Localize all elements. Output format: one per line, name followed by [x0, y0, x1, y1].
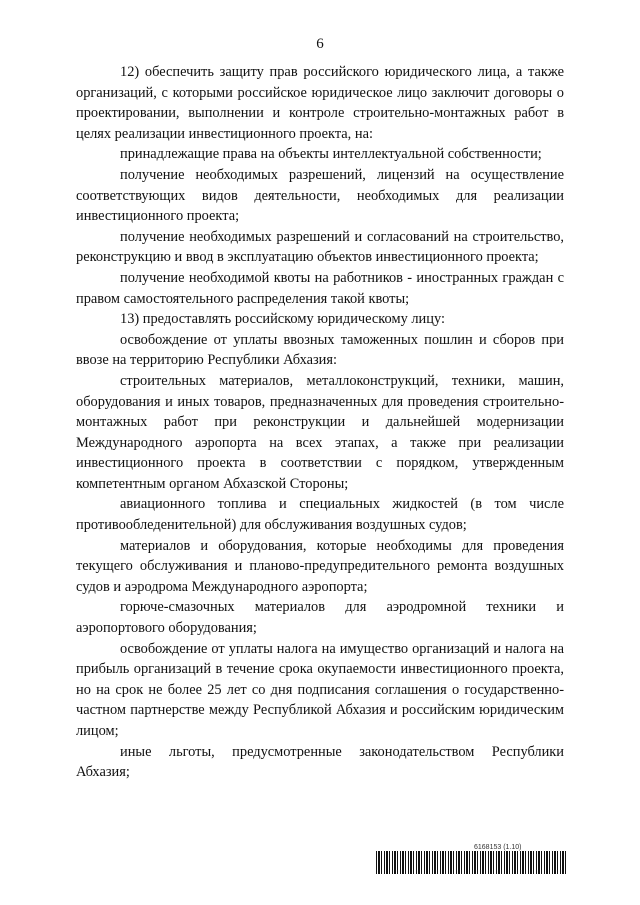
paragraph: 13) предоставлять российскому юридическому лицу:: [120, 311, 445, 328]
page-number: 6: [316, 36, 324, 52]
paragraph: освобождение от уплаты налога на имущество организаций и налога на прибыль организаций в течение срока окупаемости инвестиционного проекта, но на срок не более 25 лет со дня подписания соглашения о государственно-частном партнерстве между Республикой Абхазия и российским юридическим лицом;: [76, 640, 564, 739]
paragraph: принадлежащие права на объекты интеллектуальной собственности;: [120, 146, 542, 163]
paragraph: получение необходимых разрешений, лицензий на осуществление соответствующих видов деятельности, необходимых для реализации инвестиционного проекта;: [76, 166, 564, 225]
paragraph: авиационного топлива и специальных жидкостей (в том числе противообледенительной) для обслуживания воздушных судов;: [76, 496, 564, 534]
barcode-icon: [376, 851, 566, 874]
paragraph: иные льготы, предусмотренные законодательством Республики Абхазия;: [76, 743, 564, 781]
paragraph: материалов и оборудования, которые необходимы для проведения текущего обслуживания и планово-предупредительного ремонта воздушных судов и аэродрома Международного аэропорта;: [76, 537, 564, 595]
paragraph: получение необходимой квоты на работников - иностранных граждан с правом самостоятельного распределения такой квоты;: [76, 269, 564, 307]
paragraph: горюче-смазочных материалов для аэродромной техники и аэропортового оборудования;: [76, 599, 564, 637]
paragraph: 12) обеспечить защиту прав российского юридического лица, а также организаций, с которыми российское юридическое лицо заключит договоры о проектировании, выполнении и контроле строительно-монтажных работ в целях реализации инвестиционного проекта, на:: [76, 64, 564, 142]
paragraph: освобождение от уплаты ввозных таможенных пошлин и сборов при ввозе на территорию Республики Абхазия:: [76, 331, 564, 369]
barcode-id: 6168153 (1.10): [474, 844, 522, 851]
document-body: [76, 62, 564, 783]
paragraph: строительных материалов, металлоконструкций, техники, машин, оборудования и иных товаров, предназначенных для проведения строительно-монтажных работ при реконструкции и дальнейшей модернизации Международного аэропорта на всех этапах, а также при реализации инвестиционного проекта в соответствии с порядком, утвержденным компетентным органом Абхазской Стороны;: [76, 372, 564, 492]
paragraph: получение необходимых разрешений и согласований на строительство, реконструкцию и ввод в эксплуатацию объектов инвестиционного проекта;: [76, 228, 564, 266]
